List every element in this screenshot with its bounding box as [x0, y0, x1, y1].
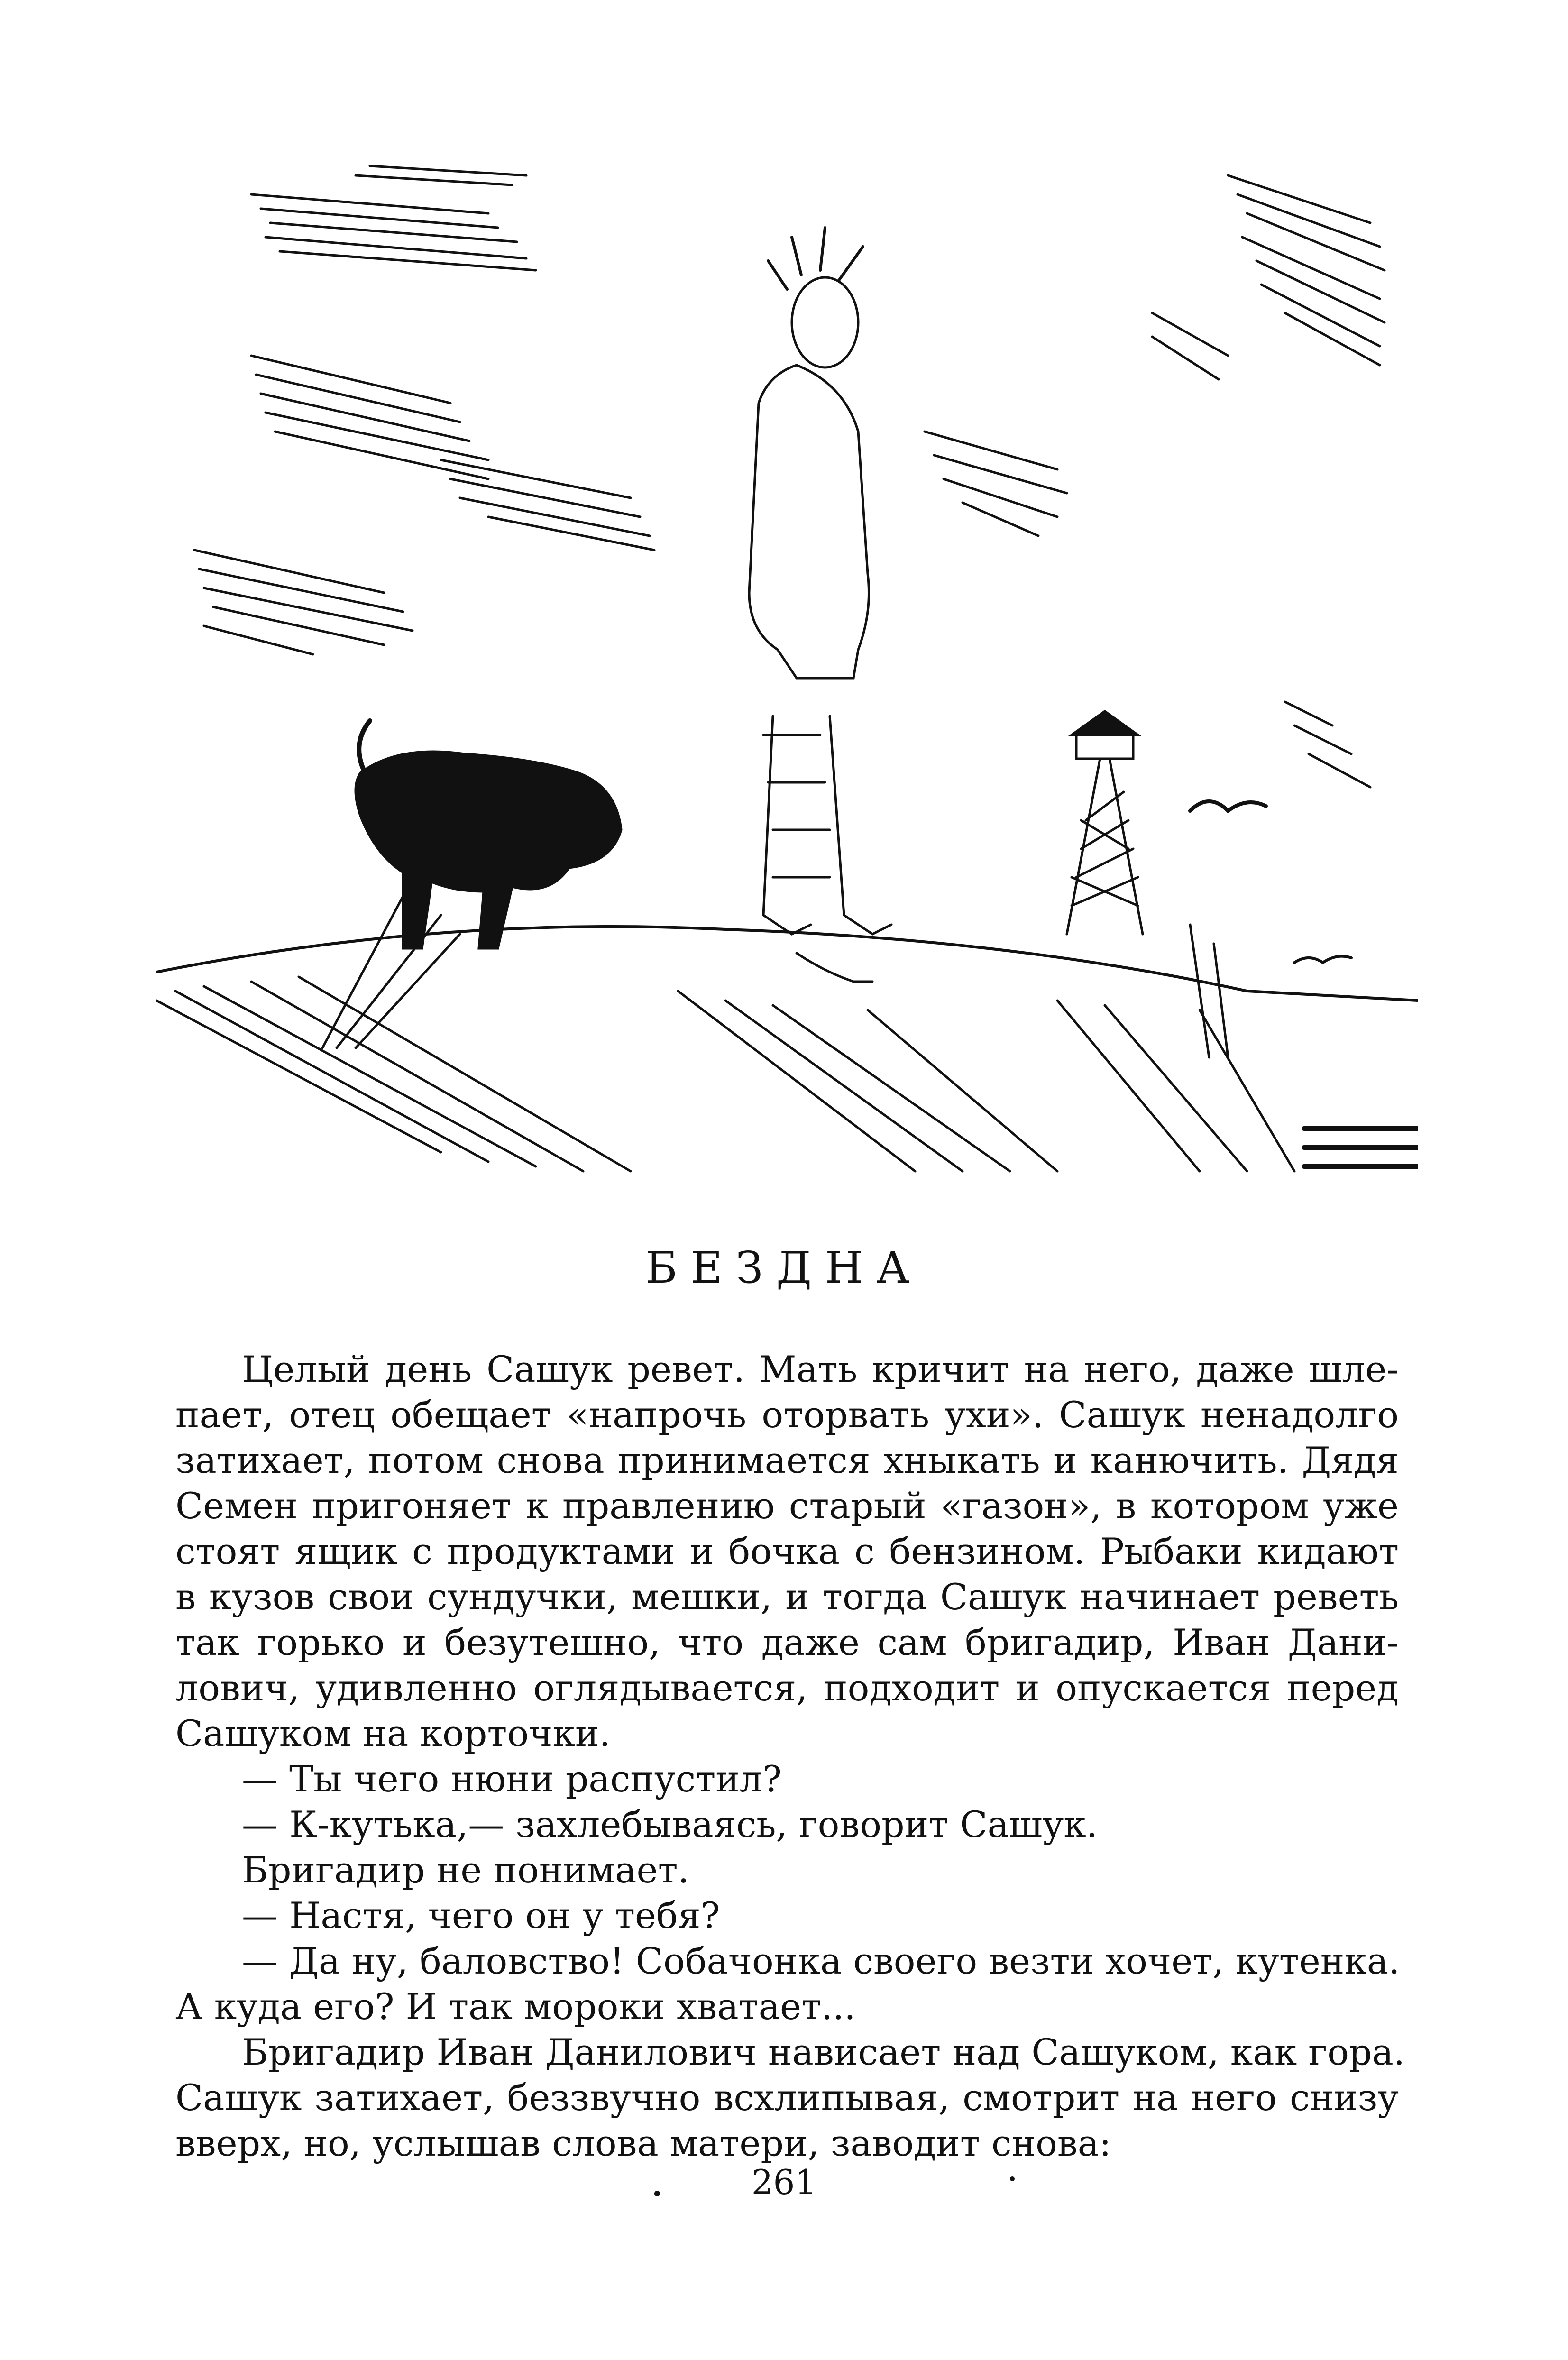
text-line: Бригадир не понимает.	[242, 1849, 689, 1891]
dialogue-line: А куда его? И так мороки хватает...	[175, 1985, 856, 2028]
chapter-body	[175, 1347, 1405, 2166]
boy-with-dog-on-dune-illustration	[156, 156, 1418, 1181]
text-line: стоят ящик с продуктами и бочка с бензином. Рыбаки кидают	[175, 1530, 1399, 1572]
sand-dune	[156, 927, 1418, 1171]
text-line: Бригадир Иван Данилович нависает над Сашуком, как гора.	[242, 2031, 1405, 2073]
text-line: Сашуком на корточки.	[175, 1712, 611, 1754]
dialogue-line: — Настя, чего он у тебя?	[242, 1894, 720, 1937]
dialogue-line: — Да ну, баловство! Собачонка своего везти хочет, кутенка.	[242, 1940, 1400, 1982]
text-line: Целый день Сашук ревет. Мать кричит на него, даже шле-	[242, 1348, 1399, 1390]
text-line: так горько и безутешно, что даже сам бригадир, Иван Дани-	[175, 1621, 1399, 1663]
grass	[322, 896, 1228, 1057]
seagull-small	[1294, 956, 1351, 963]
watchtower	[1067, 711, 1143, 934]
text-line: в кузов свои сундучки, мешки, и тогда Сашук начинает реветь	[175, 1576, 1399, 1618]
sky-hatching-right	[925, 175, 1385, 787]
dog-figure	[356, 721, 621, 948]
page-number: 261	[751, 2162, 817, 2202]
text-line: пает, отец обещает «напрочь оторвать ухи». Сашук ненадолго	[175, 1394, 1399, 1436]
text-line: лович, удивленно оглядывается, подходит и опускается перед	[175, 1667, 1399, 1709]
chapter-title: БЕЗДНА	[645, 1242, 923, 1293]
boy-figure	[749, 228, 891, 982]
text-line: затихает, потом снова принимается хныкать и канючить. Дядя	[175, 1439, 1399, 1481]
seagull	[1190, 801, 1266, 811]
text-line: Семен пригоняет к правлению старый «газон», в котором уже	[175, 1485, 1399, 1527]
text-line: вверх, но, услышав слова матери, заводит снова:	[175, 2122, 1111, 2164]
text-line: Сашук затихает, беззвучно всхлипывая, смотрит на него снизу	[175, 2076, 1399, 2119]
dialogue-line: — К-кутька,— захлебываясь, говорит Сашук.	[242, 1803, 1098, 1846]
sky-hatching-left	[194, 166, 654, 654]
dialogue-line: — Ты чего нюни распустил?	[242, 1758, 782, 1800]
